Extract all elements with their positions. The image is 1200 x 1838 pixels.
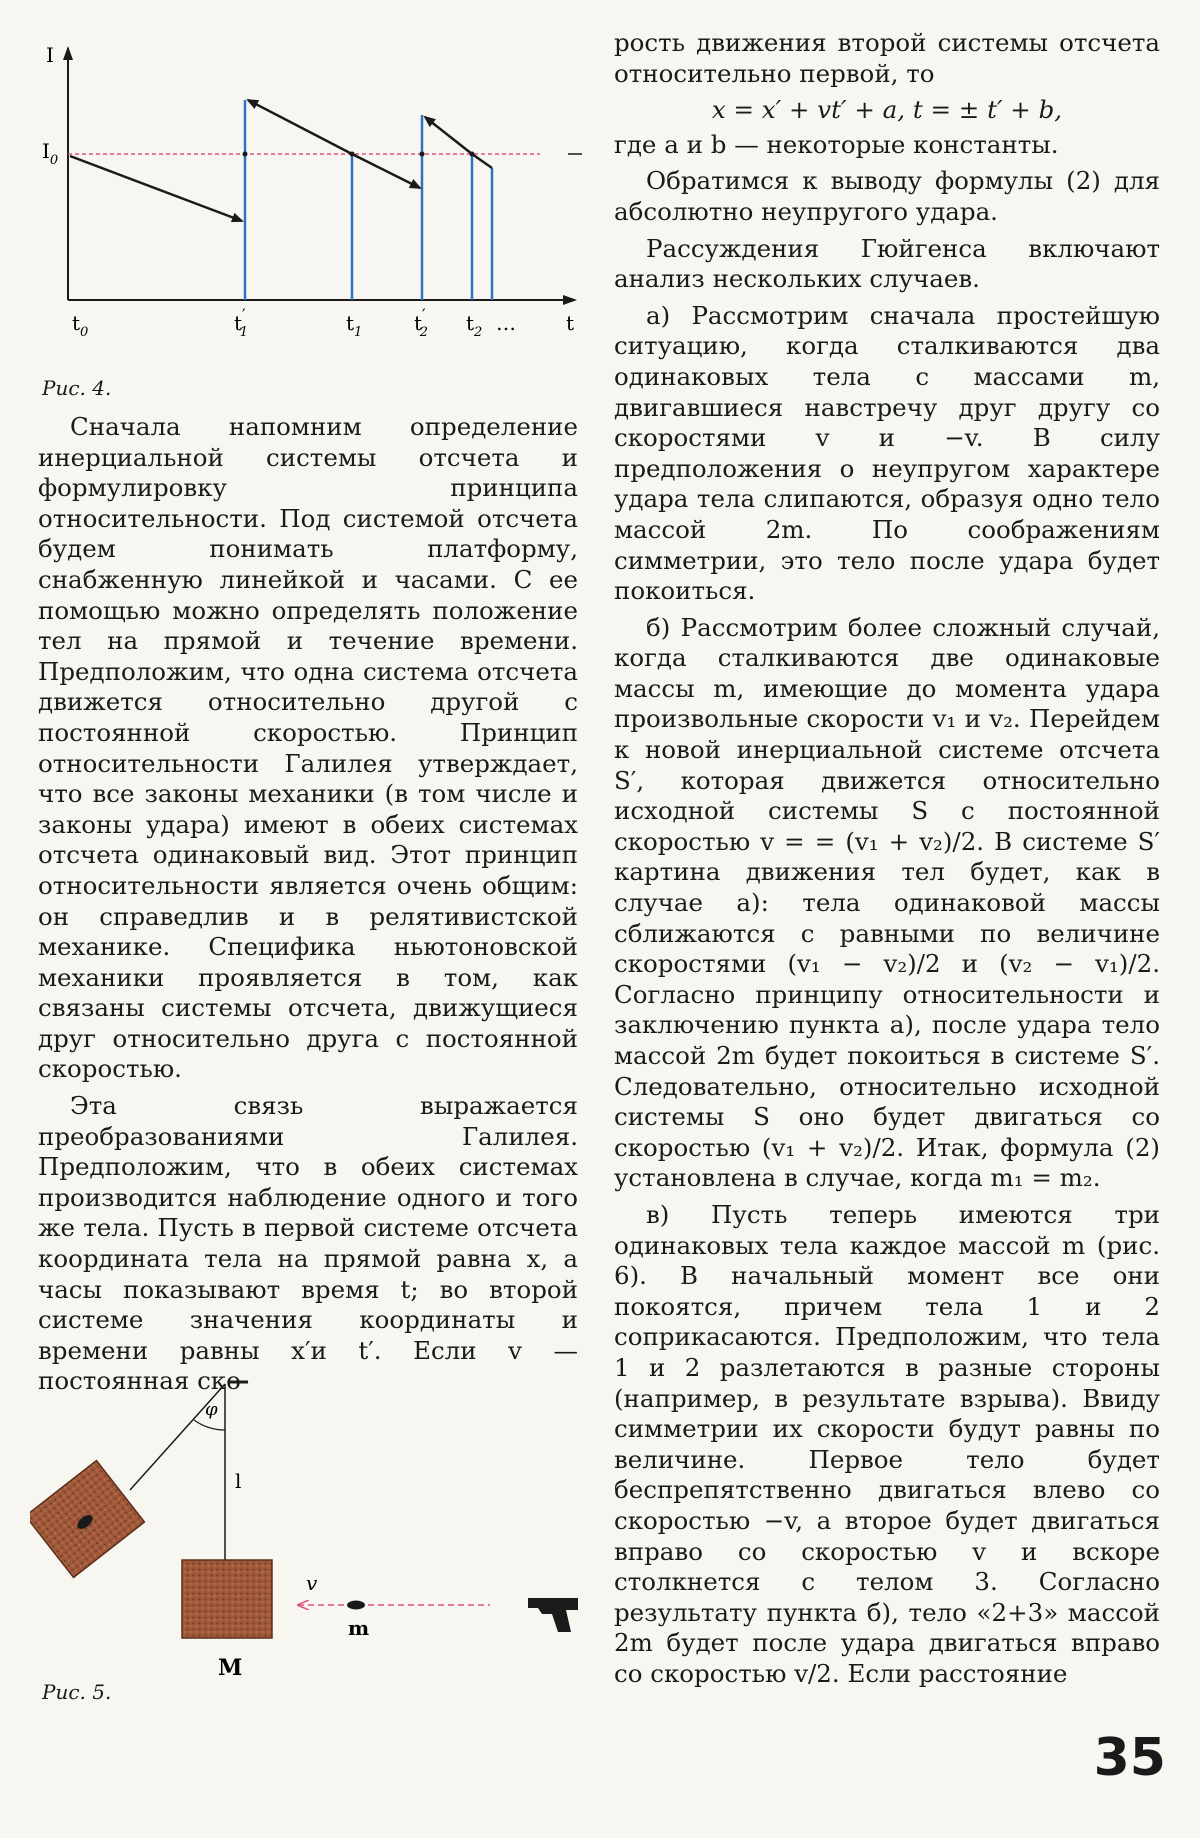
page-number: 35 <box>1093 1728 1166 1788</box>
paragraph: рость движения второй системы отсчета относительно первой, то <box>614 28 1160 88</box>
right-column <box>614 28 1160 1695</box>
left-column <box>38 412 578 1403</box>
velocity-label: v <box>306 1571 318 1595</box>
paragraph: б) Рассмотрим более сложный случай, когда сталкиваются две одинаковые массы m, имеющие до момента удара произвольные скорости v₁ и v₂. Перейдем к новой инерциальной системе отсчета S′, которая движется относительно исходной системы S с постоянной скоростью v = = (v₁ + v₂)/2. В системе S′ картина движения тел будет, как в случае а): тела одинаковой массы сближаются с равными по величине скоростями (v₁ − v₂)/2 и (v₂ − v₁)/2. Согласно принципу относительности и заключению пункта а), после удара тело массой 2m будет покоиться в системе S′. Следовательно, относительно исходной системы S оно будет двигаться со скоростью (v₁ + v₂)/2. Итак, формула (2) установлена в случае, когда m₁ = m₂. <box>614 612 1160 1193</box>
arrow-segment-4 <box>425 117 472 154</box>
galilean-transform-formula: x = x′ + vt′ + a, t = ± t′ + b, <box>711 95 1063 125</box>
paragraph: Рассуждения Гюйгенса включают анализ нескольких случаев. <box>614 233 1160 294</box>
bullet-mass-label: m <box>348 1616 370 1640</box>
figure-5-pendulum <box>30 1370 590 1700</box>
figure-4-graph <box>30 40 590 350</box>
paragraph: Сначала напомним определение инерциальной системы отсчета и формулировку принципа относительности. Под системой отсчета будем понимать платформу, снабженную линейкой и часами. С ее помощью можно определять положение тел на прямой и течение времени. Предположим, что одна система отсчета движется относительно другой с постоянной скоростью. Принцип относительности Галилея утверждает, что все законы механики (в том числе и законы удара) имеют в обеих системах отсчета одинаковый вид. Этот принцип относительности является очень общим: он справедлив и в релятивистской механике. Специфика ньютоновской механики проявляется в том, как связаны системы отсчета, движущиеся друг относительно друга с постоянной скоростью. <box>38 412 578 1084</box>
gun-icon <box>528 1598 578 1632</box>
figure-5-caption: Рис. 5. <box>42 1680 112 1704</box>
t-axis-label: t <box>566 311 575 335</box>
t1-label: $t_1$ <box>346 311 363 340</box>
paragraph: Эта связь выражается преобразованиями Галилея. Предположим, что в обеих системах производится наблюдение одного и того же тела. Пусть в первой системе отсчета координата тела на прямой равна x, а часы показывают время t; во второй системе значения координаты и времени равны x′и t′. Если v — постоянная ско- <box>38 1091 578 1396</box>
intersection-dot <box>420 152 425 157</box>
y-axis-label: I <box>46 43 54 67</box>
i0-label: $I_0$ <box>42 139 59 168</box>
intersection-dot <box>470 152 475 157</box>
arrow-segment-5 <box>472 154 492 168</box>
arrow-segment-2 <box>248 100 352 154</box>
intersection-dot <box>350 152 355 157</box>
arrow-segment-3 <box>352 154 420 188</box>
paragraph: в) Пусть теперь имеются три одинаковых тела каждое массой m (рис. 6). В начальный момент все они покоятся, причем тела 1 и 2 соприкасаются. Предположим, что тела 1 и 2 разлетаются в разные стороны (например, в результате взрыва). Ввиду симметрии их скорости будут равны по величине. Первое тело будет беспрепятственно двигаться влево со скоростью −v, а второе будет двигаться вправо со скоростью v и вскоре столкнется с телом 3. Согласно результату пункта б), тело «2+3» массой 2m будет после удара двигаться вправо со скоростью v/2. Если расстояние <box>614 1199 1160 1688</box>
arrow-segment-1 <box>70 156 242 221</box>
paragraph: Обратимся к выводу формулы (2) для абсолютно неупругого удара. <box>614 166 1160 226</box>
intersection-dot <box>243 152 248 157</box>
t2-label: $t_2$ <box>466 311 483 340</box>
t1-prime-label: t′ 1 <box>234 305 248 340</box>
t2-prime-label: t′ 2 <box>414 305 428 340</box>
bullet <box>347 1601 365 1610</box>
phi-label: φ <box>205 1399 218 1420</box>
length-label: l <box>235 1469 242 1493</box>
t0-label: $t_0$ <box>72 311 89 340</box>
figure-4-caption: Рис. 4. <box>42 376 112 400</box>
paragraph: где a и b — некоторые константы. <box>614 129 1059 159</box>
ellipsis-label: … <box>496 311 516 335</box>
angle-arc <box>194 1420 225 1430</box>
block-m <box>182 1560 272 1638</box>
paragraph: а) Рассмотрим сначала простейшую ситуацию, когда сталкиваются два одинаковых тела с массами m, двигавшиеся навстречу друг другу со скоростями v и −v. В силу предположения о неупругом характере удара тела слипаются, образуя одно тело массой 2m. По соображениям симметрии, это тело после удара будет покоиться. <box>614 300 1160 606</box>
block-mass-label: M <box>218 1655 243 1681</box>
